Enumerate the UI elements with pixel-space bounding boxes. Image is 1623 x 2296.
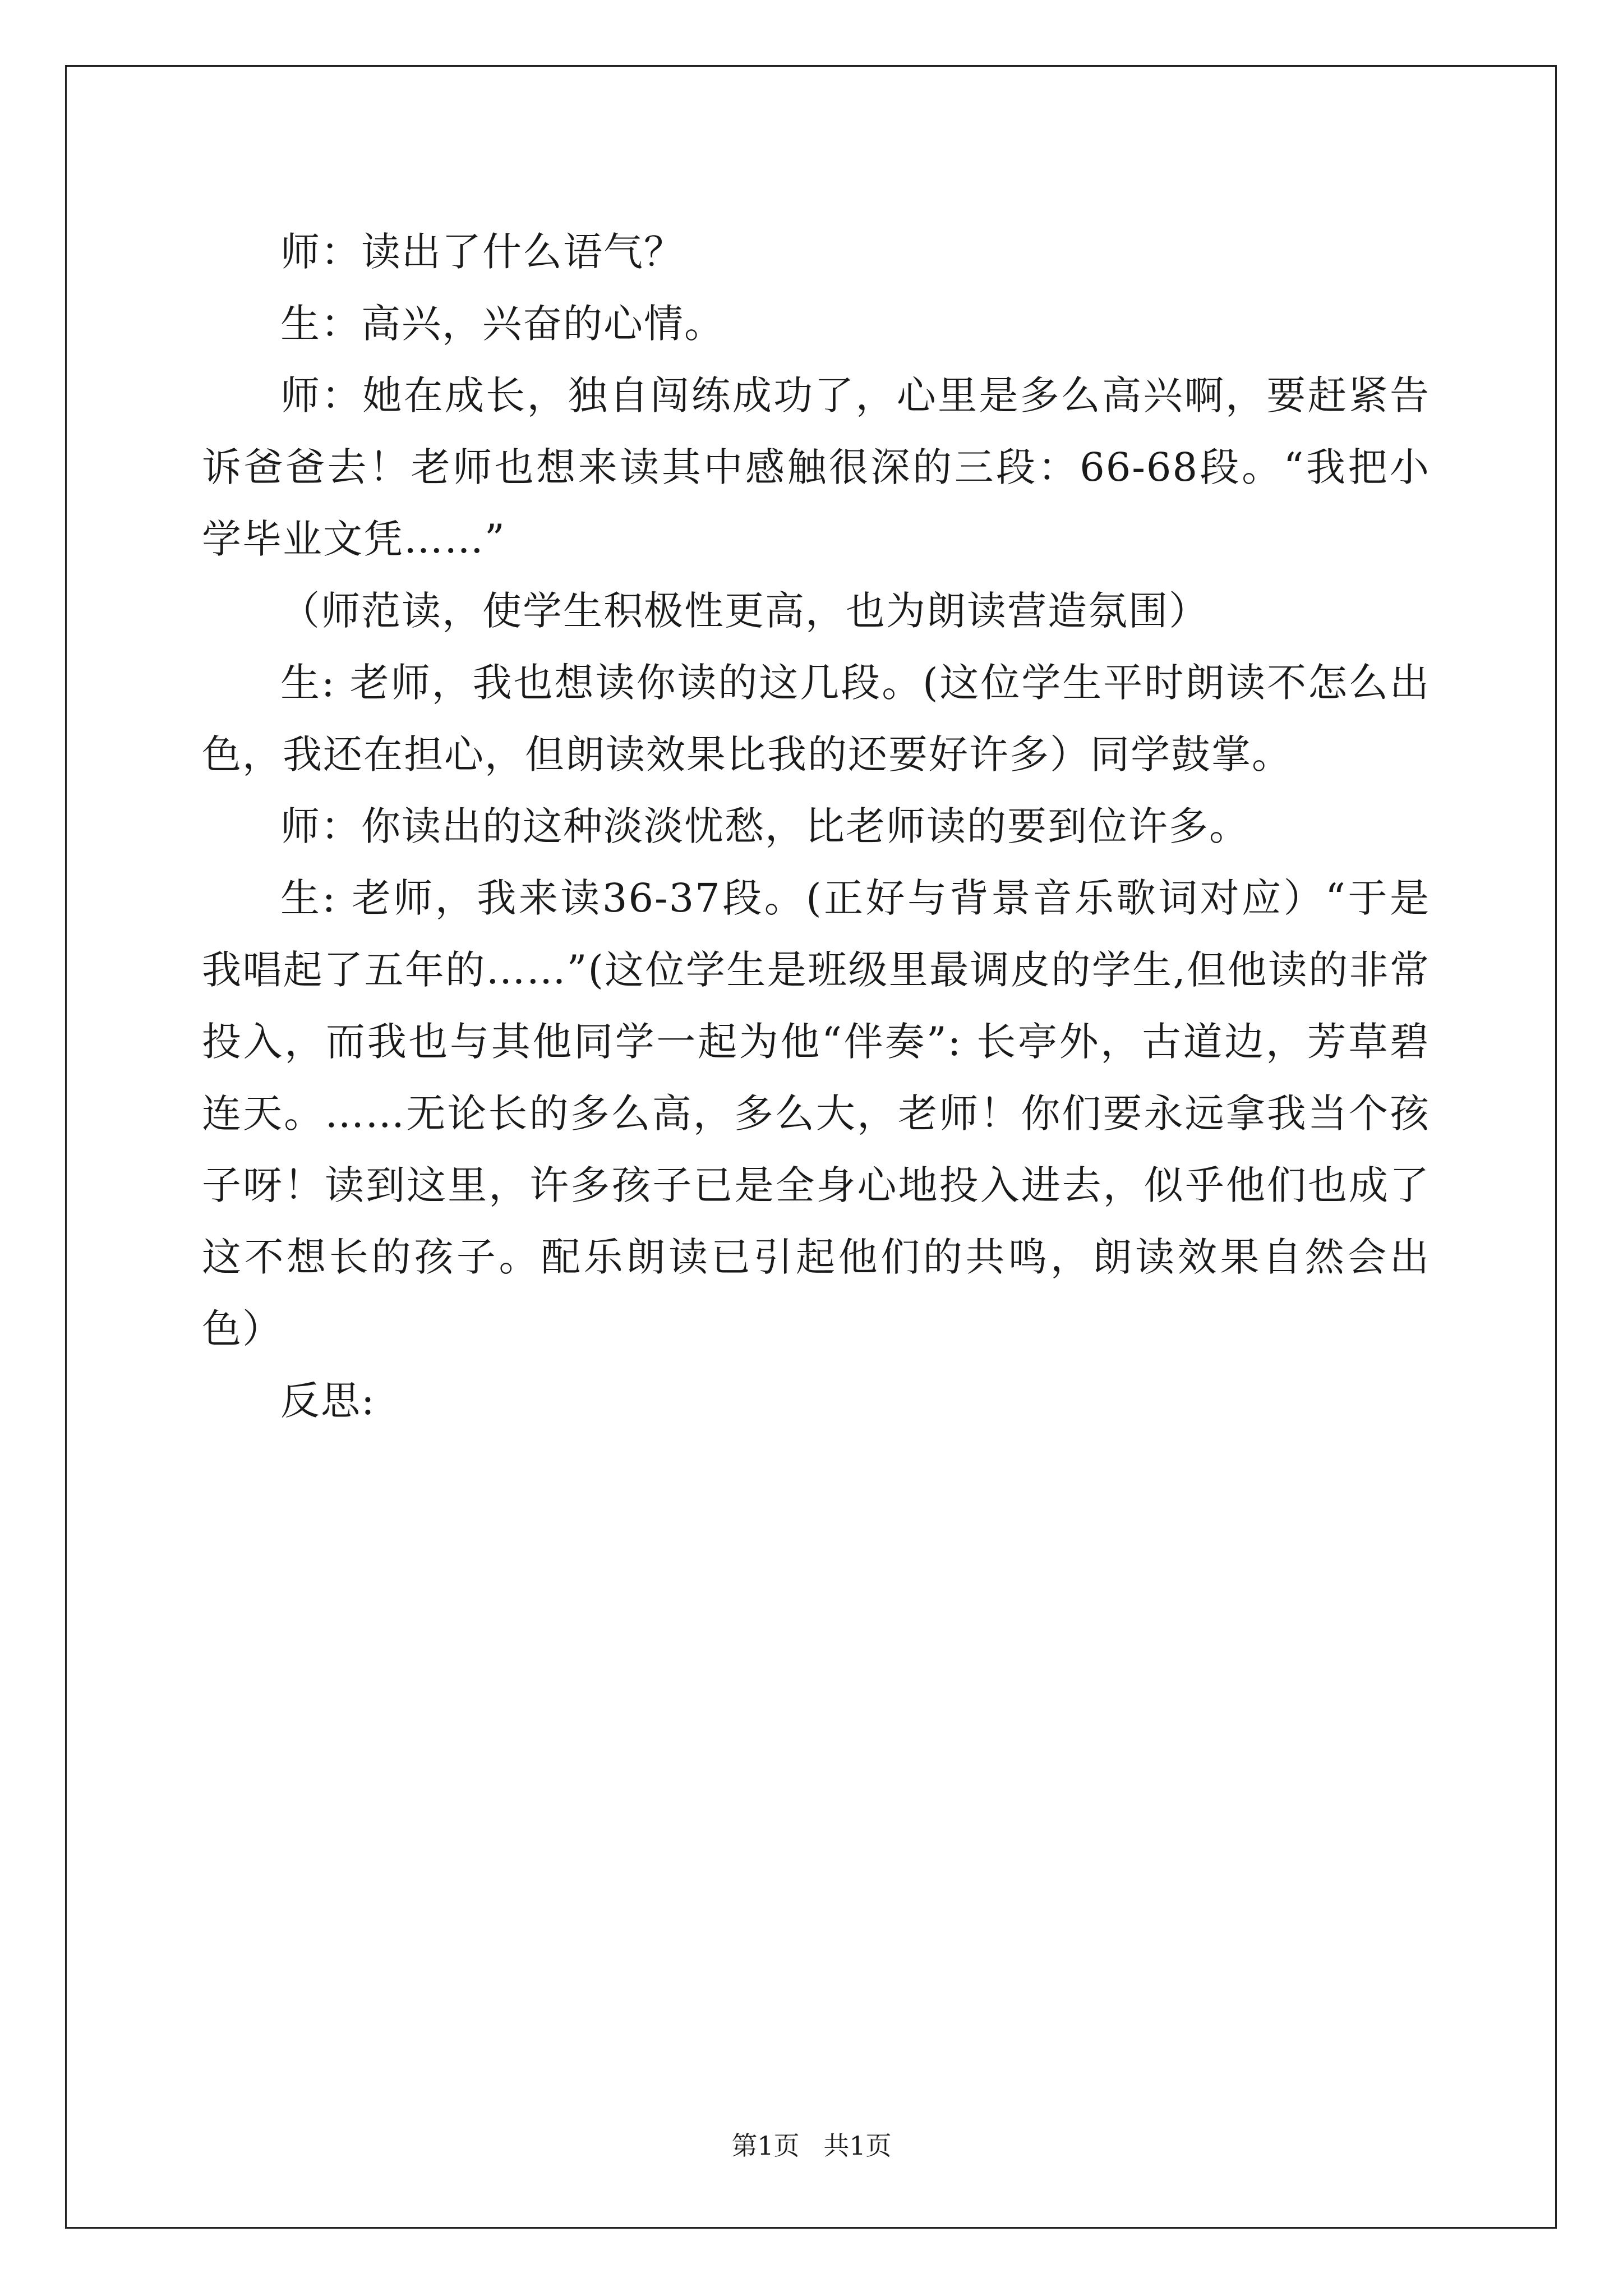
paragraph-7: 生: 老师，我来读36-37段。(正好与背景音乐歌词对应）“于是我唱起了五年的……”(这位学生是班级里最调皮的学生,但他读的非常投入，而我也与其他同学一起为他“伴奏”: 长亭外，古道边，芳草碧连天。……无论长的多么高，多么大，老师！你们要永远拿我当个孩子呀！读到这里，许多孩子已是全身心地投入进去，似乎他们也成了这不想长的孩子。配乐朗读已引起他们的共鸣，朗读效果自然会出色） [202, 875, 1430, 1352]
page-total: 共1页 [823, 2131, 892, 2161]
paragraph-6: 师：你读出的这种淡淡忧愁，比老师读的要到位许多。 [280, 803, 1249, 849]
paragraph-1: 师：读出了什么语气？ [280, 229, 684, 275]
page-footer [0, 2129, 1623, 2162]
page-number: 第1页 [731, 2131, 800, 2161]
document-body [202, 216, 1430, 1437]
paragraph-5: 生: 老师，我也想读你读的这几段。(这位学生平时朗读不怎么出色，我还在担心，但朗读效果比我的还要好许多）同学鼓掌。 [202, 660, 1430, 777]
paragraph-8: 反思: [280, 1378, 376, 1424]
paragraph-4: （师范读，使学生积极性更高，也为朗读营造氛围） [280, 588, 1209, 634]
paragraph-2: 生：高兴，兴奋的心情。 [280, 301, 725, 347]
paragraph-3: 师：她在成长，独自闯练成功了，心里是多么高兴啊，要赶紧告诉爸爸去！老师也想来读其中感触很深的三段：66-68段。“我把小学毕业文凭……” [202, 372, 1430, 562]
